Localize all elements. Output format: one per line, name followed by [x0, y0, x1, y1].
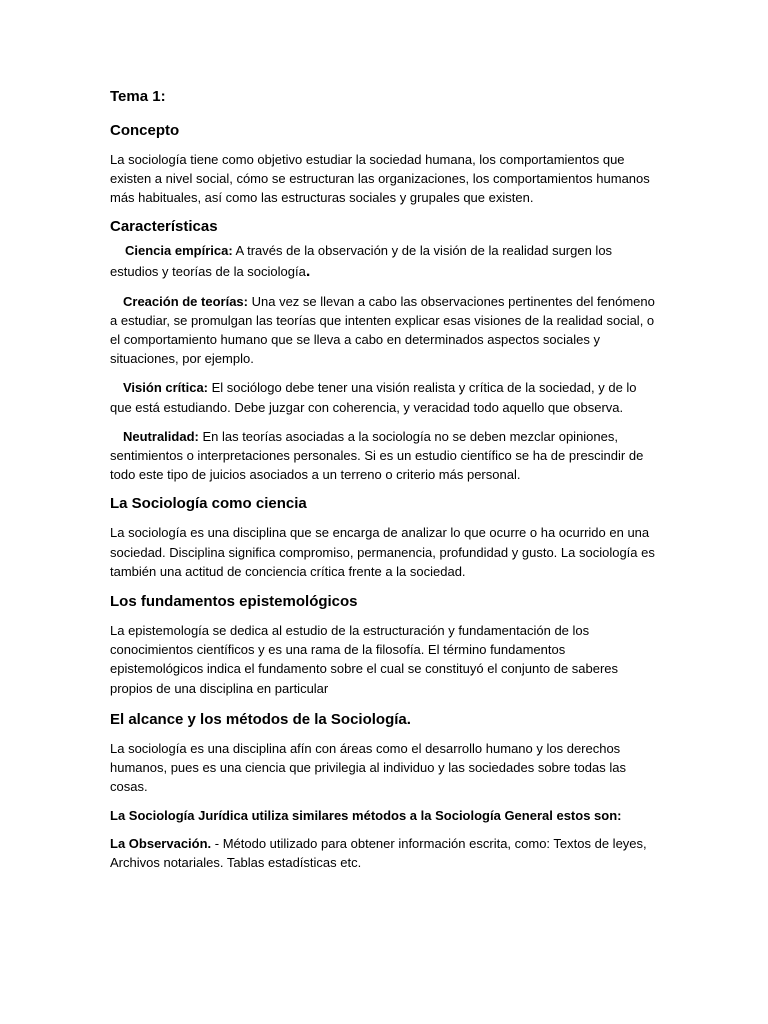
concepto-heading: Concepto — [110, 122, 180, 139]
fundamentos-paragraph: La epistemología se dedica al estudio de la estructuración y fundamentación de los conocimientos científicos y es una rama de la filosofía. El término fundamentos epistemológicos indica el fundamento sobre el cual se constituyó el conjunto de saberes propios de una disciplina en particular — [110, 623, 619, 696]
topic-title: Tema 1: — [110, 88, 166, 105]
term-text: Una vez se llevan a cabo las observaciones pertinentes del fenómeno a estudiar, se promulgan las teorías que intenten explicar esas visiones de la realidad social, o el comportamiento humano que se lleva a cabo en determinados aspectos sociales y situaciones, por ejemplo. — [110, 293, 655, 367]
observacion-term: La Observación. — [110, 835, 212, 851]
observacion-text: - Método utilizado para obtener información escrita, como: Textos de leyes, Archivos notariales. Tablas estadísticas etc. — [110, 835, 647, 870]
caracteristica-neutralidad — [110, 427, 660, 485]
juridica-paragraph: La Sociología Jurídica utiliza similares métodos a la Sociología General estos son: — [110, 808, 622, 824]
term-label: Neutralidad: — [123, 428, 199, 444]
ciencia-heading: La Sociología como ciencia — [110, 495, 307, 513]
term-text: En las teorías asociadas a la sociología no se deben mezclar opiniones, sentimientos o interpretaciones personales. Si es un estudio científico se ha de prescindir de todo este tipo de juicios asociados a un terreno o criterio más personal. — [110, 428, 644, 483]
alcance-heading: El alcance y los métodos de la Sociología. — [110, 710, 411, 728]
caracteristica-ciencia-empirica — [110, 240, 660, 282]
ciencia-paragraph: La sociología es una disciplina que se encarga de analizar lo que ocurre o ha ocurrido en una sociedad. Disciplina significa compromiso, permanencia, profundidad y gusto. La sociología es también una actitud de conciencia crítica frente a la sociedad. — [110, 525, 655, 579]
observacion-paragraph — [110, 834, 660, 872]
term-label: Ciencia empírica: — [125, 242, 233, 258]
caracteristica-vision-critica — [110, 378, 660, 416]
term-label: Visión crítica: — [123, 380, 209, 396]
document-page — [110, 88, 660, 872]
term-end: . — [305, 262, 311, 280]
term-label: Creación de teorías: — [123, 293, 248, 309]
alcance-paragraph: La sociología es una disciplina afín con áreas como el desarrollo humano y los derechos humanos, pues es una ciencia que privilegia al individuo y las sociedades sobre todas las cosas. — [110, 740, 626, 795]
term-text: A través de la observación y de la visión de la realidad surgen los estudios y teorías de la sociología — [110, 242, 613, 279]
term-text: El sociólogo debe tener una visión realista y crítica de la sociedad, y de lo que está estudiando. Debe juzgar con coherencia, y veracidad todo aquello que observa. — [110, 380, 637, 415]
caracteristica-creacion-teorias — [110, 292, 660, 369]
caracteristicas-heading: Características — [110, 217, 218, 235]
concepto-paragraph: La sociología tiene como objetivo estudiar la sociedad humana, los comportamientos que existen a nivel social, cómo se estructuran las organizaciones, los comportamientos humanos más habituales, así como las estructuras sociales y grupales que existen. — [110, 152, 650, 206]
fundamentos-heading: Los fundamentos epistemológicos — [110, 593, 358, 611]
